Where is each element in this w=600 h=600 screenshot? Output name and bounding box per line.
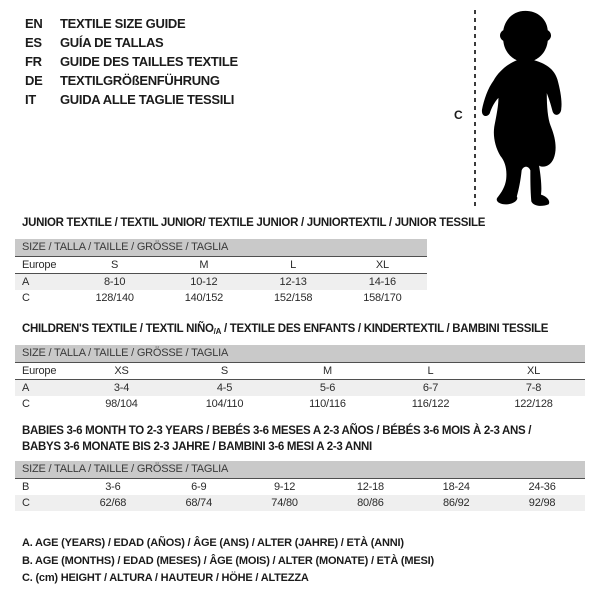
table-cell: 18-24 [442,481,470,493]
lang-row-it [25,90,238,109]
language-header [25,14,238,109]
table-cell: 110/116 [309,398,346,410]
row-label: Europe [22,259,57,271]
table-row [15,257,427,274]
table-cell: 4-5 [216,382,233,394]
table-row [15,290,427,306]
babies-table-title-line2: BABYS 3-6 MONATE BIS 2-3 JAHRE / BAMBINI 3-6 MESI A 2-3 ANNI [22,441,372,453]
table-cell: S [111,259,119,271]
table-cell: S [220,365,229,377]
size-header-bar: SIZE / TALLA / TAILLE / GRÖSSE / TAGLIA [15,239,427,257]
table-cell: 116/122 [411,398,450,410]
table-cell: 152/158 [273,292,313,304]
table-cell: 9-12 [273,481,296,493]
table-cell: 128/140 [95,292,134,304]
table-cell: M [323,365,332,377]
children-title-prefix: CHILDREN'S TEXTILE / TEXTIL NIÑO [22,323,214,335]
lang-label: GUÍA DE TALLAS [60,35,164,50]
table-row [15,495,585,511]
table-cell: 158/170 [363,292,402,304]
babies-size-table [15,461,585,511]
table-cell: L [290,259,297,271]
table-cell: 6-7 [422,382,439,394]
table-cell: 3-4 [113,382,130,394]
row-label: A [22,276,30,288]
height-measure-label: C [454,108,463,122]
table-cell: 92/98 [528,497,556,509]
lang-row-en [25,14,238,33]
table-cell: 3-6 [105,481,121,493]
table-cell: 74/80 [271,497,298,509]
table-cell: 7-8 [525,382,542,394]
table-cell: 8-10 [104,276,126,288]
size-header-bar: SIZE / TALLA / TAILLE / GRÖSSE / TAGLIA [15,345,585,363]
table-cell: L [427,365,434,377]
lang-label: TEXTILE SIZE GUIDE [60,16,186,31]
table-cell: 140/152 [184,292,224,304]
table-cell: 6-9 [191,481,207,493]
table-row [15,479,585,495]
footnotes [22,535,434,588]
row-label: B [22,481,30,493]
footnote-c: C. (cm) HEIGHT / ALTURA / HAUTEUR / HÖHE / ALTEZZA [22,572,309,584]
table-cell: 12-18 [356,481,384,493]
lang-label: GUIDA ALLE TAGLIE TESSILI [60,92,235,107]
lang-label: GUIDE DES TAILLES TEXTILE [60,54,238,69]
table-cell: 104/110 [205,398,244,410]
lang-label: TEXTILGRÖßENFÜHRUNG [60,73,220,88]
baby-silhouette-icon [480,8,572,211]
height-measure-dashed-line [474,10,476,209]
table-cell: 80/86 [357,497,384,509]
row-label: C [22,398,30,410]
children-size-table [15,345,585,412]
lang-row-es [25,33,238,52]
babies-table-title-line1: BABIES 3-6 MONTH TO 2-3 YEARS / BEBÉS 3-6 MESES A 2-3 AÑOS / BÉBÉS 3-6 MOIS À 2-3 ANS / [22,425,532,437]
children-table-title [22,323,548,336]
table-row [15,380,585,396]
table-cell: 10-12 [190,276,218,288]
table-cell: 122/128 [514,398,553,410]
table-cell: 14-16 [368,276,396,288]
table-cell: 24-36 [528,481,556,493]
lang-code: EN [25,16,43,31]
lang-row-fr [25,52,238,71]
table-cell: XS [114,365,129,377]
table-cell: 86/92 [442,497,470,509]
table-row [15,363,585,380]
footnote-b: B. AGE (MONTHS) / EDAD (MESES) / ÂGE (MOIS) / ALTER (MONATE) / ETÀ (MESI) [22,554,434,567]
table-cell: XL [375,259,389,271]
table-cell: XL [526,365,541,377]
row-label: C [22,292,30,304]
size-header-bar: SIZE / TALLA / TAILLE / GRÖSSE / TAGLIA [15,461,585,479]
row-label: A [22,382,30,394]
row-label: Europe [22,365,57,377]
table-cell: 5-6 [319,382,336,394]
junior-table-title: JUNIOR TEXTILE / TEXTIL JUNIOR/ TEXTILE JUNIOR / JUNIORTEXTIL / JUNIOR TESSILE [22,217,486,229]
row-label: C [22,497,30,509]
lang-code: DE [25,73,43,88]
table-cell: M [199,259,209,271]
table-cell: 62/68 [99,497,127,509]
table-cell: 68/74 [185,497,212,509]
lang-code: FR [25,54,42,69]
lang-code: ES [25,35,42,50]
children-title-subscript: /A [213,327,222,336]
lang-code: IT [25,92,36,107]
junior-size-table [15,239,427,306]
lang-row-de [25,71,238,90]
children-title-suffix: / TEXTILE DES ENFANTS / KINDERTEXTIL / BAMBINI TESSILE [221,323,549,335]
table-cell: 98/104 [105,398,138,410]
table-cell: 12-13 [279,276,307,288]
footnote-a: A. AGE (YEARS) / EDAD (AÑOS) / ÂGE (ANS) / ALTER (JAHRE) / ETÀ (ANNI) [22,537,404,549]
table-row [15,274,427,290]
table-row [15,396,585,412]
